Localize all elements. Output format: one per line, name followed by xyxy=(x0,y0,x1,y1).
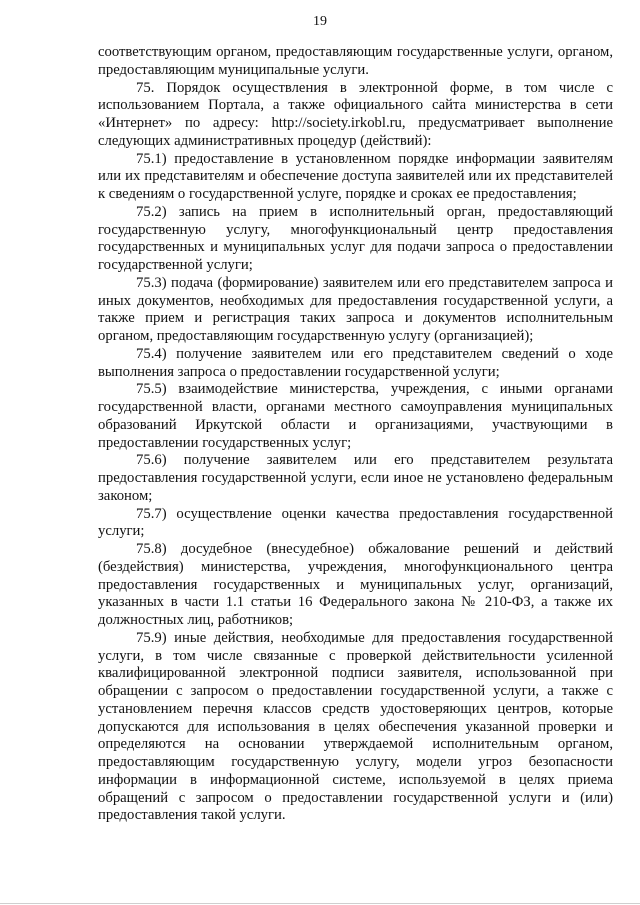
paragraph-75-4: 75.4) получение заявителем или его представителем сведений о ходе выполнения запроса о предоставлении государственной услуги; xyxy=(98,345,613,380)
document-body xyxy=(98,44,613,825)
paragraph-75-7: 75.7) осуществление оценки качества предоставления государственной услуги; xyxy=(98,505,613,540)
paragraph-75-3: 75.3) подача (формирование) заявителем или его представителем запроса и иных документов, необходимых для предоставления государственной услуги, а также прием и регистрация таких запроса и документов исполнительным органом, предоставляющим государственную услугу (организацией); xyxy=(98,274,613,344)
paragraph-75-5: 75.5) взаимодействие министерства, учреждения, с иными органами государственной власти, органами местного самоуправления муниципальных образований Иркутской области и организациями, участвующими в предоставлении государственных услуг; xyxy=(98,381,613,451)
paragraph-75-2: 75.2) запись на прием в исполнительный орган, предоставляющий государственную услугу, многофункциональный центр предоставления государственных и муниципальных услуг для подачи запроса о предоставлении государственной услуги; xyxy=(98,203,613,273)
paragraph-75-8: 75.8) досудебное (внесудебное) обжалование решений и действий (бездействия) министерства, учреждения, многофункционального центра предоставления государственных и муниципальных услуг, организаций, указанных в части 1.1 статьи 16 Федерального закона № 210-ФЗ, а также их должностных лиц, работников; xyxy=(98,541,613,628)
paragraph-continuation: соответствующим органом, предоставляющим государственные услуги, органом, предоставляющим муниципальные услуги. xyxy=(98,44,613,78)
paragraph-75-6: 75.6) получение заявителем или его представителем результата предоставления государственной услуги, если иное не установлено федеральным законом; xyxy=(98,452,613,504)
scan-edge-line xyxy=(0,903,640,904)
paragraph-75-9: 75.9) иные действия, необходимые для предоставления государственной услуги, в том числе связанные с проверкой действительности усиленной квалифицированной электронной подписи заявителя, использованной при обращении с запросом о предоставлении государственной услуги, а также с установлением перечня классов средств удостоверяющих центров, которые допускаются для использования в целях обеспечения указанной проверки и определяются на основании утверждаемой исполнительным органом, предоставляющим государственную услугу, модели угроз безопасности информации в информационной системе, используемой в целях приема обращений с запросом о предоставлении государственной услуги и (или) предоставления такой услуги. xyxy=(98,629,613,824)
paragraph-75: 75. Порядок осуществления в электронной форме, в том числе с использованием Портала, а также официального сайта министерства в сети «Интернет» по адресу: http://society.irkobl.ru, предусматривает выполнение следующих административных процедур (действий): xyxy=(98,79,613,149)
page-number: 19 xyxy=(313,14,327,29)
paragraph-75-1: 75.1) предоставление в установленном порядке информации заявителям или их представителям и обеспечение доступа заявителей или их представителей к сведениям о государственной услуге, порядке и сроках ее предоставления; xyxy=(98,150,613,202)
